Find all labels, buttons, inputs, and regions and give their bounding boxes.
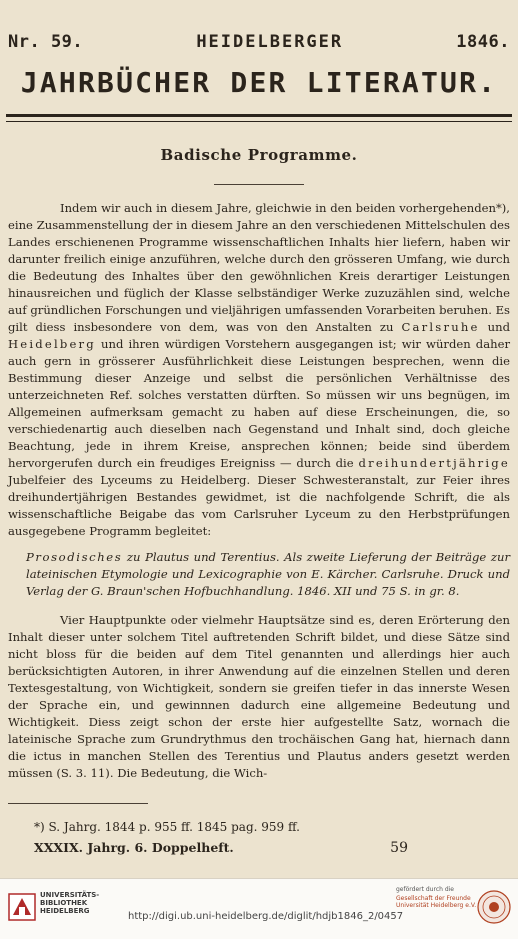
bibliography-details: zu Plautus und Terentius. Als zweite Lieferung der Beiträge zur lateinischen Etymologie und Lexicographie von E. Kärcher. Carlsruhe. Druck und Verlag der G. Braun'schen Hofbuchhandlung. 1846. XII und 75 S. in gr. 8. <box>26 550 510 598</box>
footnote: *) S. Jahrg. 1844 p. 955 ff. 1845 pag. 959 ff. <box>34 820 300 834</box>
library-name[interactable] <box>40 891 99 915</box>
volume-signature: XXXIX. Jahrg. 6. Doppelheft. <box>34 840 234 855</box>
title-rule-thin <box>6 121 512 122</box>
viewer-bottom-bar <box>0 878 518 939</box>
bibliography-lead: Prosodisches <box>26 550 123 564</box>
place-heidelberg: Heidelberg <box>8 337 96 351</box>
journal-title: JAHRBÜCHER DER LITERATUR. <box>20 66 498 99</box>
jubilee-word: dreihundertjährige <box>358 456 510 470</box>
place-carlsruhe: Carlsruhe <box>401 320 480 334</box>
paragraph-intro-text-2: und ihren würdigen Vorstehern ausgegangen ist; wir würden daher auch gern in grösserer Ausführlichkeit diese Leistungen besprechen, wenn die Bestimmung dieser Anzeige und selbst die persönlichen Verhältnisse des unterzeichneten Ref. solches verstatten dürften. So müssen wir uns begnügen, im Allgemeinen aufmerksam gemacht zu haben auf diese Erscheinungen, die, so verschiedenartig auch dieselben nach Gegenstand und Inhalt sind, doch gleiche Beachtung, jede in ihrem Kreise, ansprechen können; beide sind überdem hervorgerufen durch ein freudiges Ereigniss — durch die <box>8 337 510 470</box>
society-seal-icon[interactable] <box>477 890 511 924</box>
printer-signature <box>34 840 408 856</box>
paragraph-main: Vier Hauptpunkte oder vielmehr Hauptsätze sind es, deren Erörterung den Inhalt dieser unter solchem Titel auftretenden Schrift bildet, und diese Sätze sind nicht bloss für die beiden auf dem Titel genannten und allerdings hier auch berücksichtigten Autoren, in ihrer Anwendung auf die einzelnen Stellen und deren Textesgestaltung, von Wichtigkeit, sondern sie greifen tiefer in das innerste Wesen der Sprache ein, und gewinnnen dadurch eine allgemeine Bedeutung und Wichtigkeit. Diess zeigt schon der erste hier aufgestellte Satz, wornach die lateinische Sprache zum Grundrythmus den trochäischen Gang hat, hiernach dann die ictus in manchen Stellen des Terentius und Plautus anders gesetzt werden müssen (S. 3. 11). Die Bedeutung, die Wich- <box>8 613 510 780</box>
society-name-text: Gesellschaft der Freunde Universität Heidelberg e.V. <box>396 895 477 909</box>
funded-by-label: gefördert durch die <box>396 886 454 893</box>
title-rule-thick <box>6 114 512 117</box>
conjunction: und <box>487 320 510 334</box>
journal-city: HEIDELBERGER <box>196 32 344 52</box>
paragraph-intro-text-3: Jubelfeier des Lyceums zu Heidelberg. Dieser Schwesteranstalt, zur Feier ihres dreihundertjährigen Bestandes gewidmet, ist die nachfolgende Schrift, die als wissenschaftliche Beigabe das vom Carlsruher Lyceum zu den Herbstprüfungen ausgegebene Programm begleitet: <box>8 473 510 538</box>
permalink-url[interactable]: http://digi.ub.uni-heidelberg.de/diglit/hdjb1846_2/0457 <box>128 911 404 922</box>
paragraph-intro <box>8 200 510 540</box>
issue-year: 1846. <box>456 32 510 52</box>
running-header <box>8 32 510 56</box>
footnote-rule <box>8 803 148 804</box>
society-name[interactable] <box>396 895 476 909</box>
section-title: Badische Programme. <box>160 146 358 164</box>
issue-number: Nr. 59. <box>8 32 84 52</box>
page-number: 59 <box>390 840 408 856</box>
library-name-text: UNIVERSITÄTS- BIBLIOTHEK HEIDELBERG <box>40 891 100 915</box>
paragraph-intro-text-1: Indem wir auch in diesem Jahre, gleichwie in den beiden vorhergehenden*), eine Zusammenstellung der in diesem Jahre an den verschiedenen Mittelschulen des Landes erschienenen Programme wissenschaftlichen Inhalts hier liefern, haben wir darunter freilich einige anzuführen, welche durch den grösseren Umfang, wie durch die Bedeutung des Inhaltes über den gewöhnlichen Kreis derartiger Leistungen hinausreichen und füglich der Klasse selbständiger Werke zuzuzählen sind, welche auf gründlichen Forschungen und vieljährigen umfassenden Vorarbeiten beruhen. Es gilt diess insbesondere von dem, was von den Anstalten zu <box>8 201 510 334</box>
library-logo-icon[interactable] <box>8 893 36 921</box>
bibliographic-entry <box>8 549 510 600</box>
section-divider <box>214 184 304 185</box>
article-body <box>8 200 510 782</box>
